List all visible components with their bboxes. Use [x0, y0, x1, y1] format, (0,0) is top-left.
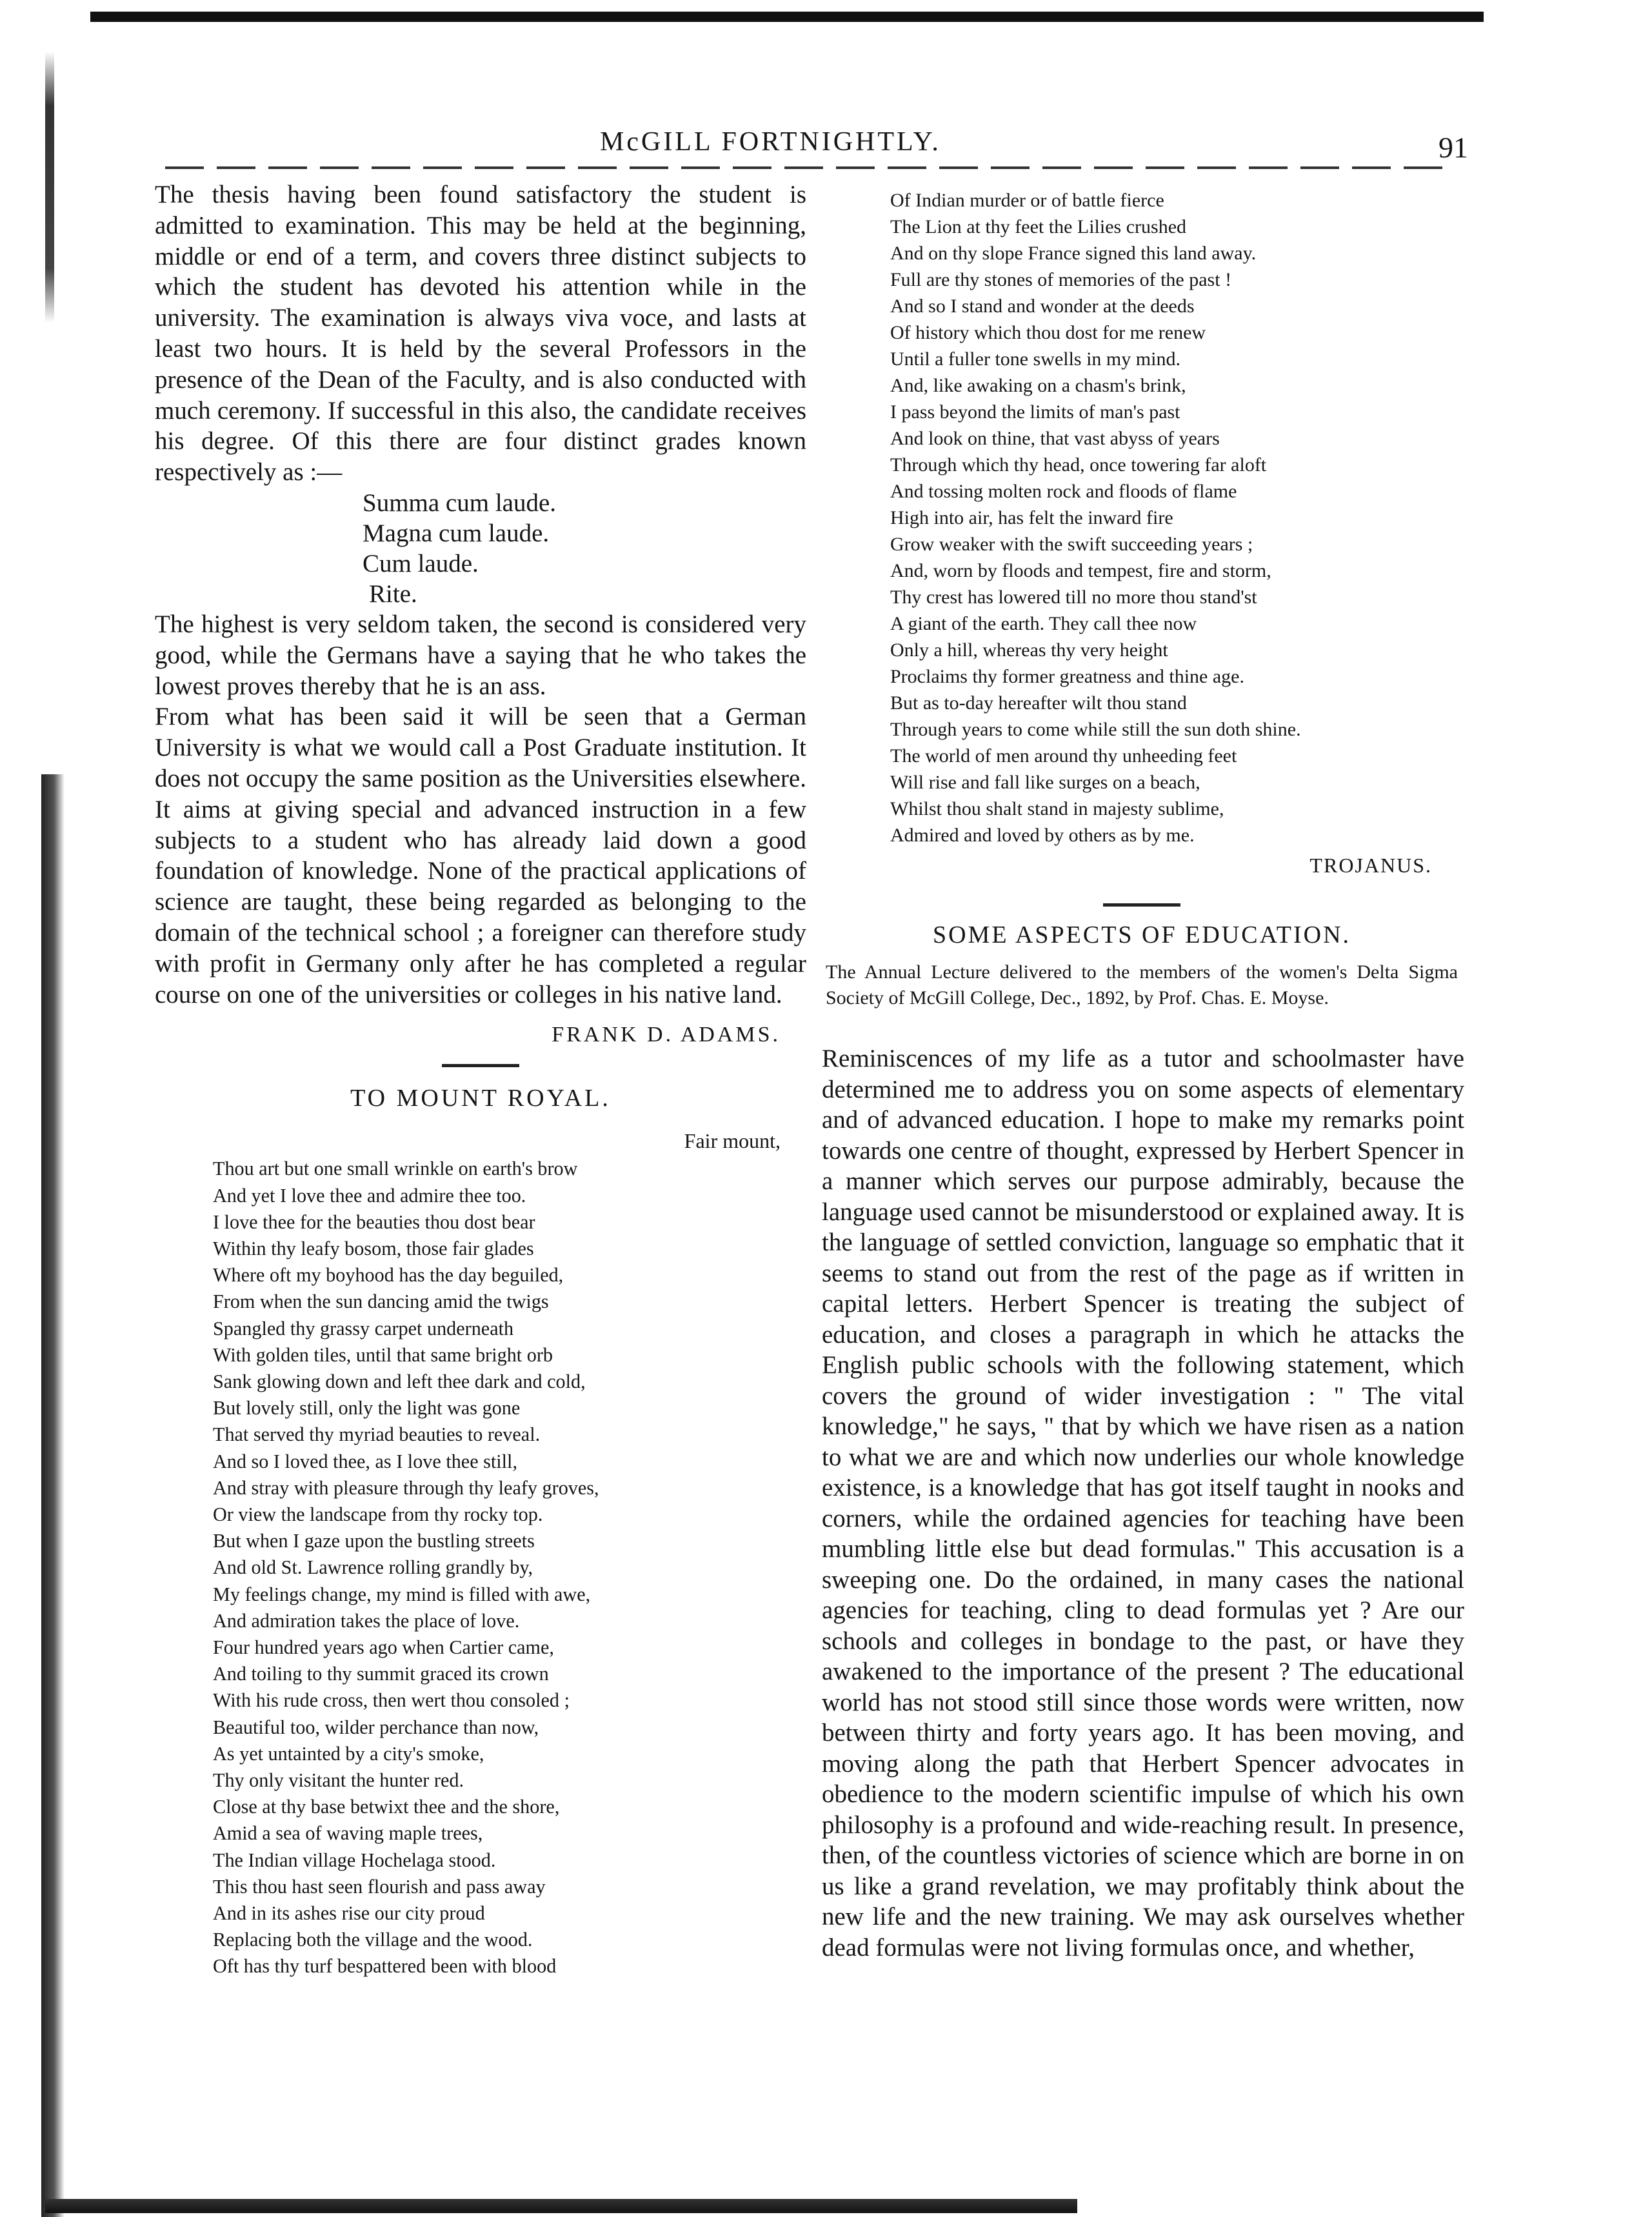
- poem-line: And admiration takes the place of love.: [213, 1609, 520, 1632]
- poem-line: Amid a sea of waving maple trees,: [213, 1822, 483, 1845]
- poem-line: Through years to come while still the sun doth shine.: [890, 719, 1301, 740]
- right-column: [819, 187, 1464, 1963]
- top-border-rule: [90, 12, 1484, 22]
- poem-line: Thy crest has lowered till no more thou stand'st: [890, 587, 1257, 608]
- poem-line: But when I gaze upon the bustling streets: [213, 1530, 535, 1552]
- page-header: [0, 126, 1652, 172]
- poem-line: Where oft my boyhood has the day beguiled,: [213, 1264, 564, 1287]
- poem-line: Until a fuller tone swells in my mind.: [890, 348, 1180, 370]
- poem-line: Oft has thy turf bespattered been with blood: [213, 1955, 557, 1978]
- poem-line: And, like awaking on a chasm's brink,: [890, 375, 1186, 396]
- poem-line: Full are thy stones of memories of the past !: [890, 269, 1232, 290]
- poem-line: Will rise and fall like surges on a beach,: [890, 772, 1200, 793]
- grade-item: Magna cum laude.: [363, 519, 550, 547]
- scan-edge-mark-top: [45, 52, 54, 323]
- poem-line: A giant of the earth. They call thee now: [890, 613, 1197, 634]
- poem-line: And so I stand and wonder at the deeds: [890, 296, 1195, 317]
- page-number: 91: [1438, 131, 1468, 164]
- grade-item: Summa cum laude.: [363, 488, 557, 517]
- grade-item: Cum laude.: [363, 549, 479, 577]
- poem-line: Spangled thy grassy carpet underneath: [213, 1317, 514, 1339]
- paragraph-thesis: The thesis having been found satisfactory the student is admitted to examination. This may be held at the beginning, middle or end of a term, and covers three distinct subjects to which the student has devoted his attention while in the university. The examination is always viva voce, and lasts at least two hours. It is held by the several Professors in the presence of the Dean of the Faculty, and is also conducted with much ceremony. If successful in this also, the candidate receives his degree. Of this there are four distinct grades known respectively as :—: [155, 181, 806, 487]
- poem-line: With his rude cross, then wert thou consoled ;: [213, 1689, 570, 1712]
- poem-line: And toiling to thy summit graced its crown: [213, 1663, 549, 1685]
- poem-line: Sank glowing down and left thee dark and cold,: [213, 1370, 586, 1392]
- poem-stanza-left: [213, 1156, 806, 1980]
- poem-line: The world of men around thy unheeding feet: [890, 745, 1237, 767]
- running-head: McGILL FORTNIGHTLY.: [600, 127, 941, 157]
- poem-line: As yet untainted by a city's smoke,: [213, 1742, 484, 1765]
- article-byline: The Annual Lecture delivered to the members of the women's Delta Sigma Society of McGill College, Dec., 1892, by Prof. Chas. E. Moyse.: [826, 961, 1458, 1008]
- poem-line: And look on thine, that vast abyss of years: [890, 428, 1220, 449]
- poem-line: And, worn by floods and tempest, fire and storm,: [890, 560, 1271, 581]
- poem-line: Close at thy base betwixt thee and the shore,: [213, 1796, 560, 1818]
- poem-line: Admired and loved by others as by me.: [890, 825, 1195, 846]
- poem-line: But lovely still, only the light was gone: [213, 1397, 521, 1419]
- poem-line: And yet I love thee and admire thee too.: [213, 1184, 526, 1207]
- poem-line: Of Indian murder or of battle fierce: [890, 190, 1164, 211]
- poem-line: That served thy myriad beauties to reveal.: [213, 1423, 541, 1446]
- poem-line: I pass beyond the limits of man's past: [890, 401, 1180, 423]
- poem-line: And stray with pleasure through thy leafy groves,: [213, 1476, 599, 1499]
- poem-line: And so I loved thee, as I love thee still,: [213, 1450, 517, 1472]
- poem-line: The Lion at thy feet the Lilies crushed: [890, 216, 1187, 237]
- poem-line: And tossing molten rock and floods of flame: [890, 481, 1237, 502]
- poem-line: Of history which thou dost for me renew: [890, 322, 1206, 343]
- poem-line: And old St. Lawrence rolling grandly by,: [213, 1556, 533, 1579]
- poem-title: TO MOUNT ROYAL.: [350, 1085, 611, 1112]
- poem-line: High into air, has felt the inward fire: [890, 507, 1173, 528]
- poem-line: Through which thy head, once towering far aloft: [890, 454, 1267, 476]
- article-title: SOME ASPECTS OF EDUCATION.: [932, 921, 1351, 948]
- poem-line: Proclaims thy former greatness and thine age.: [890, 666, 1244, 687]
- poem-line: But as to-day hereafter wilt thou stand: [890, 692, 1187, 714]
- header-rule: [165, 166, 1455, 169]
- article-body: Reminiscences of my life as a tutor and schoolmaster have determined me to address you on some aspects of elementary and of advanced education. I hope to make my remarks point towards one centre of thought, expressed by Herbert Spencer in a manner which serves our purpose admirably, because the language used cannot be misunderstood or explained away. It is the language of settled conviction, language so emphatic that it seems to stand out from the rest of the page as if written in capital letters. Herbert Spencer is treating the subject of education, and closes a paragraph in which he attacks the English public schools with the following statement, which covers the ground of wider investigation : " The vital knowledge," he says, " that by which we have risen as a nation to what we are and which now underlies our whole knowledge existence, is a knowledge that has got itself taught in nooks and corners, while the ordained agencies for teaching have been mumbling little else but dead formulas." This accusation is a sweeping one. Do the ordained, in many cases the national agencies for teaching, cling to dead formulas yet ? Are our schools and colleges in bondage to the past, or have they awakened to the importance of the present ? The educational world has not stood still since those words were written, now between thirty and forty years ago. It has been moving, and moving along the path that Herbert Spencer advocates in obedience to the modern scientific impulse of which his own philosophy is a profound and wide-reaching result. In presence, then, of the countless victories of science which are borne in on us like a grand revelation, we may profitably think about the new life and the new training. We may ask ourselves whether dead formulas were not living formulas once, and whether,: [822, 1045, 1464, 1961]
- degree-grades-list: [363, 488, 806, 609]
- poem-line: This thou hast seen flourish and pass away: [213, 1875, 546, 1898]
- author-signature: FRANK D. ADAMS.: [552, 1023, 781, 1047]
- poem-author-signature: TROJANUS.: [1309, 854, 1432, 877]
- section-divider: [1103, 903, 1180, 907]
- poem-line: Within thy leafy bosom, those fair glades: [213, 1237, 534, 1259]
- poem-line: I love thee for the beauties thou dost bear: [213, 1210, 535, 1233]
- poem-line: Whilst thou shalt stand in majesty sublime,: [890, 798, 1224, 819]
- poem-dedication: Fair mount,: [684, 1129, 781, 1153]
- poem-line: Grow weaker with the swift succeeding years ;: [890, 534, 1253, 555]
- poem-line: From when the sun dancing amid the twigs: [213, 1290, 549, 1313]
- poem-stanza-right: [890, 187, 1464, 848]
- grade-item: Rite.: [369, 579, 417, 608]
- poem-line: Thy only visitant the hunter red.: [213, 1769, 464, 1791]
- left-column: [155, 179, 806, 1980]
- poem-line: Thou art but one small wrinkle on earth's brow: [213, 1158, 578, 1180]
- poem-line: And on thy slope France signed this land away.: [890, 243, 1257, 264]
- poem-line: The Indian village Hochelaga stood.: [213, 1849, 496, 1871]
- paragraph-grades: The highest is very seldom taken, the second is considered very good, while the Germans have a saying that he who takes the lowest proves thereby that he is an ass.: [155, 610, 806, 700]
- poem-line: With golden tiles, until that same bright orb: [213, 1343, 553, 1366]
- poem-line: Four hundred years ago when Cartier came,: [213, 1636, 554, 1658]
- paragraph-university: From what has been said it will be seen that a German University is what we would call a Post Graduate institution. It does not occupy the same position as the Universities elsewhere. It aims at giving special and advanced instruction in a few subjects to a student who has already laid down a good foundation of knowledge. None of the practical applications of science are taught, these being regarded as belonging to the domain of the technical school ; a foreigner can therefore study with profit in Germany only after he has completed a regular course on one of the universities or colleges in his native land.: [155, 703, 806, 1008]
- poem-line: Or view the landscape from thy rocky top.: [213, 1503, 543, 1525]
- poem-line: Only a hill, whereas thy very height: [890, 639, 1168, 661]
- poem-line: Beautiful too, wilder perchance than now,: [213, 1716, 539, 1738]
- poem-line: And in its ashes rise our city proud: [213, 1902, 485, 1925]
- scan-edge-mark: [41, 774, 65, 2217]
- bottom-border-rule: [45, 2199, 1077, 2213]
- section-divider: [442, 1064, 519, 1067]
- poem-line: Replacing both the village and the wood.: [213, 1929, 533, 1951]
- poem-line: My feelings change, my mind is filled with awe,: [213, 1583, 591, 1605]
